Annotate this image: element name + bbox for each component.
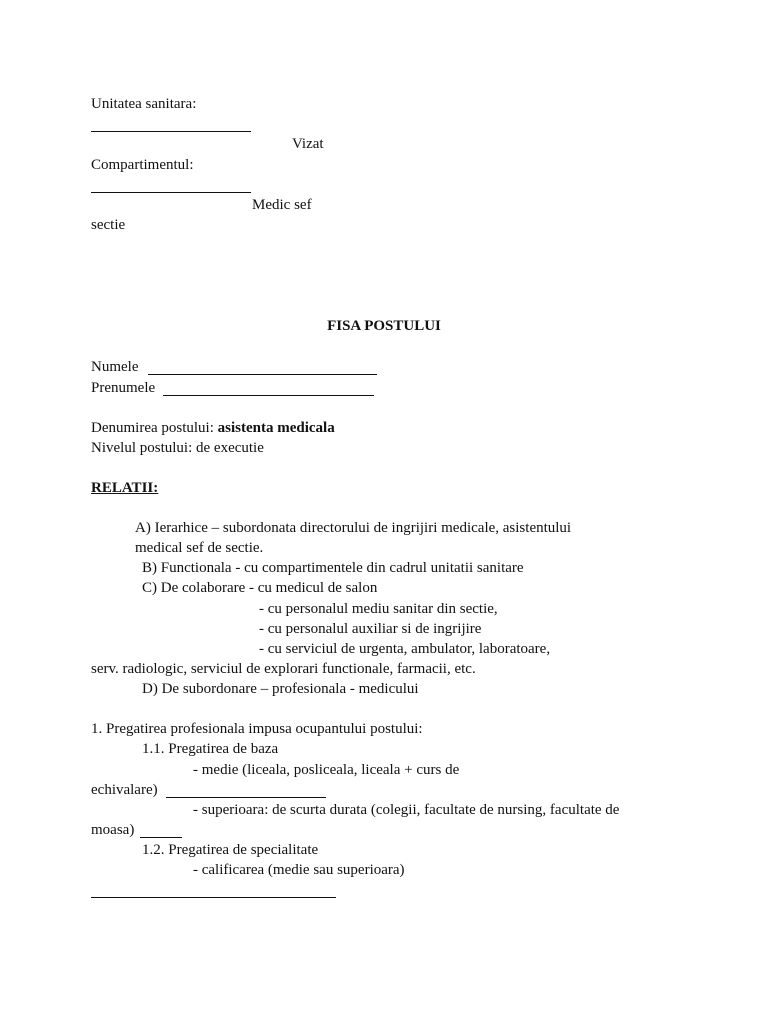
- relation-c-item: - cu serviciul de urgenta, ambulator, laboratoare,: [259, 641, 551, 657]
- head-doctor-label: Medic sef: [252, 197, 312, 213]
- unit-blank-line: [91, 131, 251, 132]
- page-title: FISA POSTULUI: [327, 318, 441, 334]
- post-level-row: [91, 438, 264, 458]
- superior-training-line1: - superioara: de scurta durata (colegii, facultate de nursing, facultate de: [193, 802, 620, 818]
- relations-heading: RELATII:: [91, 480, 159, 496]
- first-name-label: Prenumele: [91, 380, 156, 396]
- basic-training-heading: 1.1. Pregatirea de baza: [142, 741, 279, 757]
- post-level-label: Nivelul postului:: [91, 440, 196, 456]
- medium-training-line1: - medie (liceala, posliceala, liceala + curs de: [193, 762, 460, 778]
- relation-a-line1: A) Ierarhice – subordonata directorului de ingrijiri medicale, asistentului: [135, 520, 572, 536]
- relation-c-item: - cu personalul mediu sanitar din sectie,: [259, 601, 498, 617]
- relation-d: D) De subordonare – profesionala - medicului: [142, 681, 419, 697]
- last-name-label: Numele: [91, 359, 139, 375]
- first-name-blank-line: [163, 395, 374, 396]
- post-name-label: Denumirea postului:: [91, 420, 218, 436]
- relation-c: C) De colaborare - cu medicul de salon: [142, 580, 378, 596]
- department-label: Compartimentul:: [91, 157, 194, 173]
- post-level-value: de executie: [196, 440, 264, 456]
- superior-training-blank-line: [140, 837, 182, 838]
- relation-a-line2: medical sef de sectie.: [135, 540, 264, 556]
- medium-training-line2: echivalare): [91, 782, 158, 798]
- department-blank-line: [91, 192, 251, 193]
- relation-b: B) Functionala - cu compartimentele din cadrul unitatii sanitare: [142, 560, 524, 576]
- last-name-blank-line: [148, 374, 377, 375]
- relation-c-continuation: serv. radiologic, serviciul de explorari functionale, farmacii, etc.: [91, 661, 476, 677]
- unit-label: Unitatea sanitara:: [91, 96, 197, 112]
- post-name-row: [91, 418, 335, 438]
- superior-training-line2: moasa): [91, 822, 135, 838]
- specialty-training-heading: 1.2. Pregatirea de specialitate: [142, 842, 319, 858]
- post-name-value: asistenta medicala: [217, 420, 335, 436]
- medium-training-blank-line: [166, 797, 326, 798]
- section-label: sectie: [91, 217, 126, 233]
- relation-c-item: - cu personalul auxiliar si de ingrijire: [259, 621, 482, 637]
- training-heading: 1. Pregatirea profesionala impusa ocupantului postului:: [91, 721, 423, 737]
- visa-label: Vizat: [292, 136, 324, 152]
- qualification-line: - calificarea (medie sau superioara): [193, 862, 405, 878]
- qualification-blank-line: [91, 897, 336, 898]
